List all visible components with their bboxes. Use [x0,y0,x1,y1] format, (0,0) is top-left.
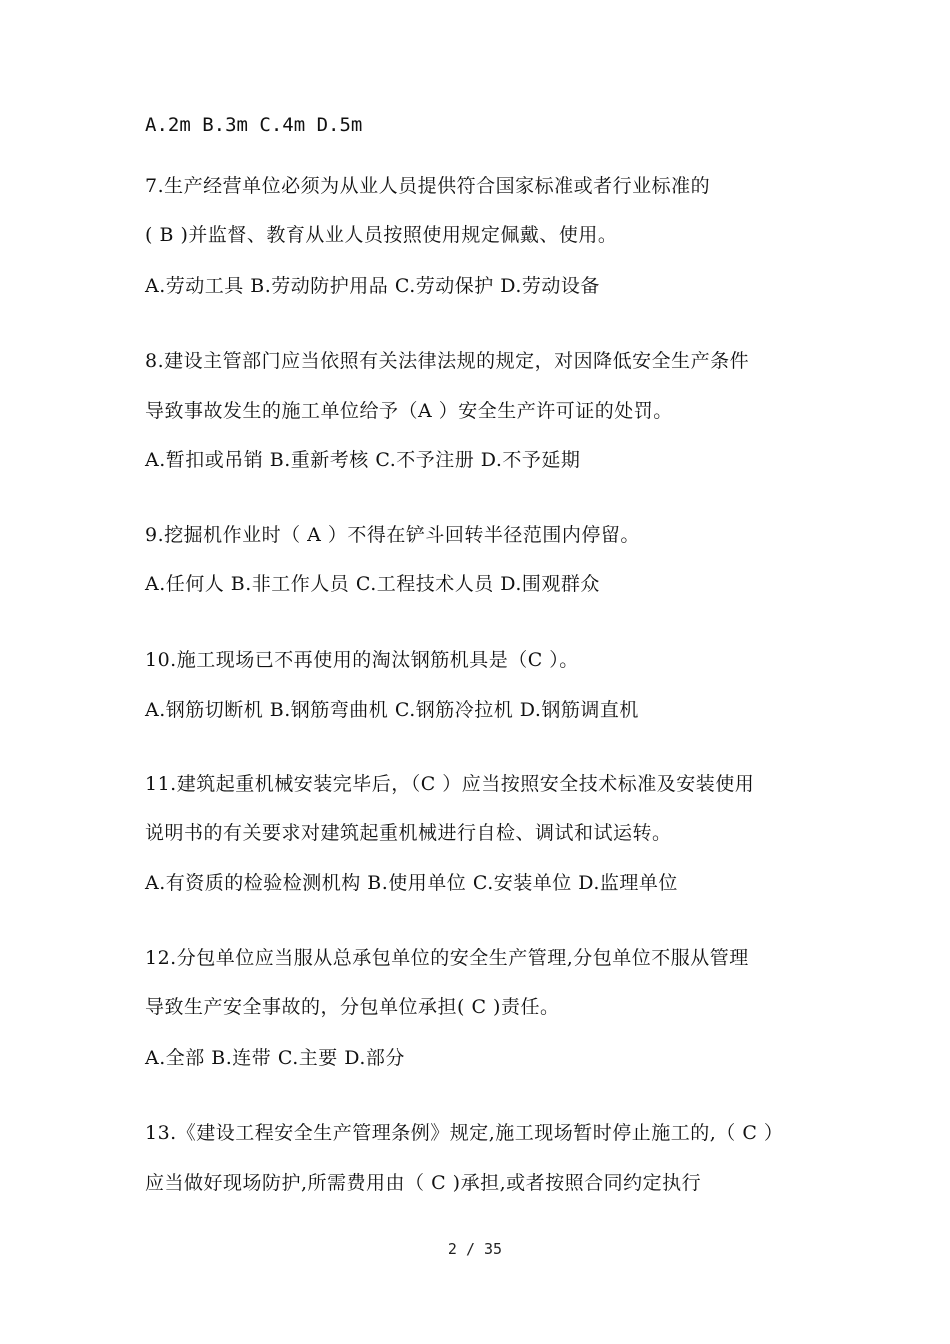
q9-text: 9.挖掘机作业时（ A ）不得在铲斗回转半径范围内停留。 [145,524,640,546]
q6-options: A.2m B.3m C.4m D.5m [145,114,363,136]
q8-options: A.暂扣或吊销 B.重新考核 C.不予注册 D.不予延期 [145,449,581,471]
q13-text-line1: 13.《建设工程安全生产管理条例》规定,施工现场暂时停止施工的,（ C ） [145,1122,784,1144]
q12-text-line2: 导致生产安全事故的，分包单位承担( C )责任。 [145,996,560,1018]
page-number: 2 / 35 [447,1240,503,1258]
q7-options: A.劳动工具 B.劳动防护用品 C.劳动保护 D.劳动设备 [145,275,600,297]
q13-text-line2: 应当做好现场防护,所需费用由（ C )承担,或者按照合同约定执行 [145,1172,702,1194]
q11-text-line1: 11.建筑起重机械安装完毕后，（C ）应当按照安全技术标准及安装使用 [145,773,755,795]
q12-options: A.全部 B.连带 C.主要 D.部分 [145,1047,405,1069]
q8-text-line2: 导致事故发生的施工单位给予（A ）安全生产许可证的处罚。 [145,400,673,422]
q7-text-line2: ( B )并监督、教育从业人员按照使用规定佩戴、使用。 [145,224,618,246]
q12-text-line1: 12.分包单位应当服从总承包单位的安全生产管理,分包单位不服从管理 [145,947,749,969]
q11-text-line2: 说明书的有关要求对建筑起重机械进行自检、调试和试运转。 [145,822,672,844]
q8-text-line1: 8.建设主管部门应当依照有关法律法规的规定，对因降低安全生产条件 [145,350,750,372]
q10-options: A.钢筋切断机 B.钢筋弯曲机 C.钢筋冷拉机 D.钢筋调直机 [145,699,639,721]
q9-options: A.任何人 B.非工作人员 C.工程技术人员 D.围观群众 [145,573,600,595]
q10-text: 10.施工现场已不再使用的淘汰钢筋机具是（C ）。 [145,649,579,671]
q7-text-line1: 7.生产经营单位必须为从业人员提供符合国家标准或者行业标准的 [145,175,711,197]
q11-options: A.有资质的检验检测机构 B.使用单位 C.安装单位 D.监理单位 [145,872,678,894]
